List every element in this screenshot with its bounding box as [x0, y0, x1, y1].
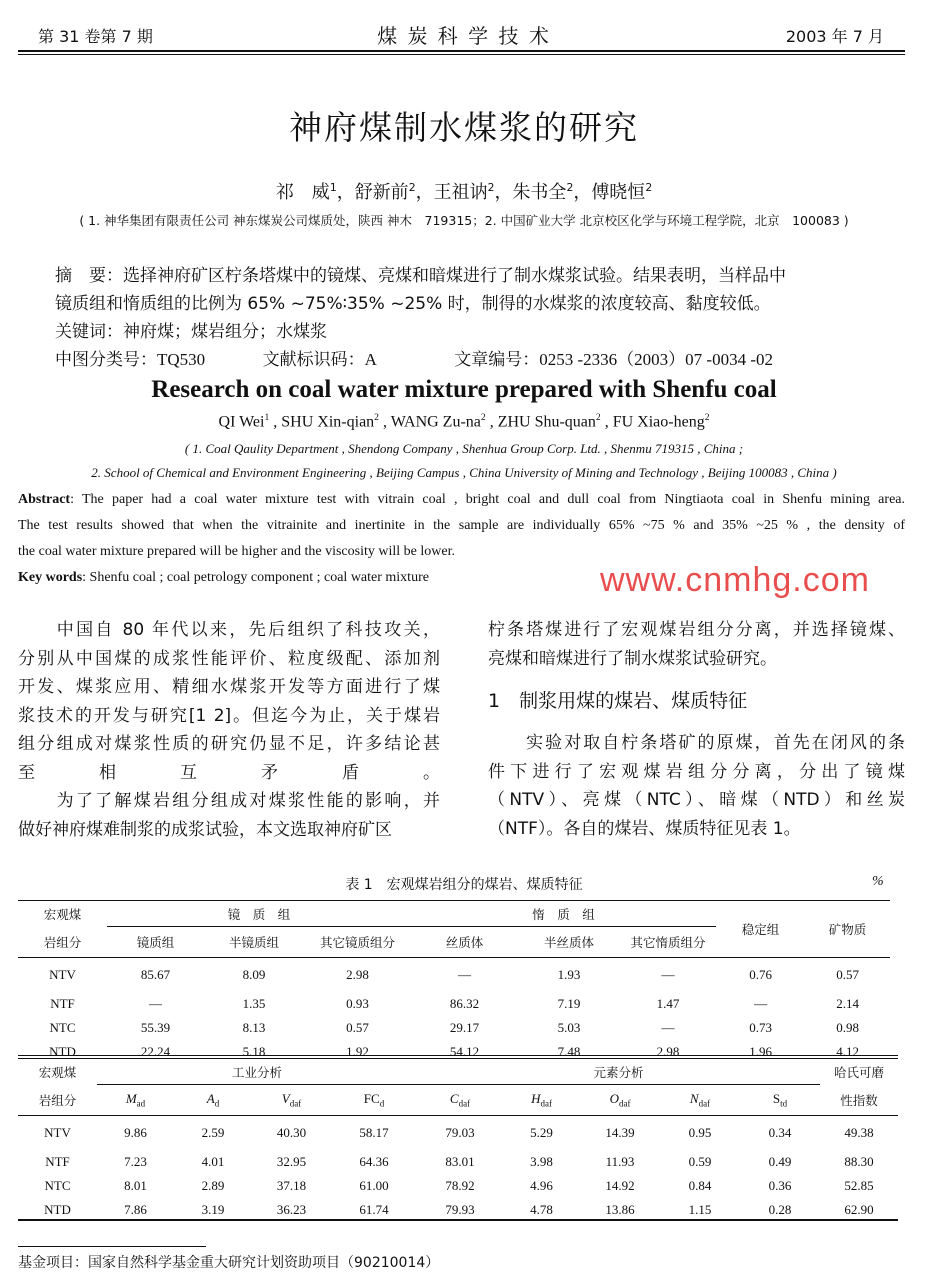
author-aff: 1: [329, 181, 337, 194]
table1-top-rule: [18, 900, 890, 901]
author-name: FU Xiao-heng: [612, 413, 705, 431]
section-heading: 1 制浆用煤的煤岩、煤质特征: [488, 690, 748, 712]
subscript: daf: [289, 1098, 302, 1109]
table-cell: 36.23: [276, 1201, 307, 1217]
author-aff: 2: [487, 181, 495, 194]
table-cell: 78.92: [445, 1177, 475, 1193]
table-cell: 37.18: [276, 1177, 307, 1193]
table1: [18, 902, 890, 1064]
author-aff: 2: [566, 181, 574, 194]
author-name: WANG Zu-na: [390, 413, 481, 431]
separator: ，: [415, 182, 434, 203]
separator: ,: [600, 413, 613, 431]
abstract-en-text: : The paper had a coal water mixture test with vitrain coal , bright coal and dull coal from Ningtiaota coal in Shenfu mining area.: [70, 492, 905, 507]
symbol: V: [281, 1090, 290, 1106]
paper-title-en: Research on coal water mixture prepared with Shenfu coal: [151, 376, 777, 403]
table-cell: 5.18: [242, 1043, 266, 1059]
doc-code-label: 文献标识码：: [262, 350, 365, 370]
table-cell: 7.23: [124, 1153, 147, 1169]
body-right-column-top: [488, 616, 905, 673]
author-name: SHU Xin-qian: [281, 413, 375, 431]
table-cell: 88.30: [844, 1153, 874, 1169]
table-cell: 7.86: [124, 1201, 147, 1217]
body-line: 件下进行了宏观煤岩组分分离，分出了镜煤: [488, 761, 905, 782]
col-header: [580, 1085, 660, 1116]
table-cell: 49.38: [844, 1124, 874, 1140]
table-cell: 0.95: [688, 1124, 712, 1140]
symbol: C: [449, 1090, 459, 1106]
table-cell: 13.86: [605, 1201, 635, 1217]
author-name: 王祖讷: [433, 182, 488, 203]
author-name: 舒新前: [354, 182, 409, 203]
body-line: （NTV）、亮煤（NTC）、暗煤（NTD）和丝炭: [488, 790, 905, 810]
table-cell: 54.12: [449, 1043, 480, 1059]
col-hgi: 哈氏可磨: [834, 1065, 885, 1081]
row-label: NTC: [49, 1019, 76, 1035]
body-line: 中国自 80 年代以来，先后组织了科技攻关，: [18, 620, 440, 640]
table-cell: 0.73: [749, 1019, 772, 1035]
table-cell: 2.14: [836, 995, 859, 1011]
table-cell: 4.78: [530, 1201, 553, 1217]
symbol: S: [772, 1090, 781, 1106]
col-header: 其它镜质组分: [320, 934, 396, 950]
table-cell: 7.48: [557, 1043, 581, 1059]
affiliation-en-2: 2. School of Chemical and Environment Engineering , Beijing Campus , China University of Mining and Technology , Beijing 100083 , China ): [91, 465, 837, 480]
group-vitrinite: 镜 质 组: [107, 902, 411, 927]
symbol: N: [689, 1090, 699, 1106]
header-rule: [18, 50, 905, 52]
symbol: H: [531, 1090, 541, 1106]
author-aff: 1: [264, 412, 270, 423]
col-header: [503, 1085, 580, 1116]
col-header: 半镜质组: [228, 934, 279, 950]
table-cell: 0.59: [688, 1153, 712, 1169]
table-row: [18, 1174, 898, 1198]
author-name: 傅晓恒: [591, 182, 646, 203]
col-header: [660, 1085, 740, 1116]
table-cell: 1.93: [557, 966, 581, 982]
group-proximate: 工业分析: [97, 1060, 417, 1085]
body-line: 亮煤和暗煤进行了制水煤浆试验研究。: [488, 648, 777, 669]
doc-code-value: A: [364, 350, 377, 369]
table-cell: 22.24: [140, 1043, 171, 1059]
abstract-text: 选择神府矿区柠条塔煤中的镜煤、亮煤和暗煤进行了制水煤浆试验。结果表明，当样品中: [123, 266, 786, 286]
col-header: 镜质组: [136, 934, 175, 950]
body-line: 组分组成对煤浆性质的研究仍显不足，许多结论甚: [18, 734, 440, 754]
table-cell: 0.49: [768, 1153, 792, 1169]
row-label: NTD: [49, 1043, 76, 1059]
symbol: FC: [363, 1090, 380, 1106]
table-cell: 4.12: [836, 1043, 859, 1059]
separator: ,: [378, 413, 391, 431]
table-cell: 9.86: [124, 1124, 147, 1140]
table-cell: 0.57: [346, 1019, 369, 1035]
table-cell: 83.01: [445, 1153, 475, 1169]
table-cell: 2.59: [201, 1124, 225, 1140]
table-cell: 0.98: [836, 1019, 859, 1035]
table-cell: 2.98: [346, 966, 369, 982]
table-cell: 85.67: [140, 966, 171, 982]
date-label: 2003 年 7 月: [785, 27, 884, 46]
article-no-label: 文章编号：: [454, 350, 540, 370]
author-name: ZHU Shu-quan: [497, 413, 596, 431]
footnote: 基金项目：国家自然科学基金重大研究计划资助项目（90210014）: [18, 1255, 440, 1271]
row-label: NTF: [50, 995, 75, 1011]
subscript: d: [379, 1098, 385, 1109]
table-cell: 1.35: [242, 995, 266, 1011]
table-cell: 1.47: [656, 995, 680, 1011]
table-row: [18, 1115, 898, 1150]
body-right-column-bottom: [488, 729, 905, 843]
col-header: [417, 1085, 503, 1116]
body-line: 为了了解煤岩组分组成对煤浆性能的影响，并: [18, 791, 440, 811]
row-header-label: 岩组分: [38, 1092, 77, 1108]
table-row: [18, 1150, 898, 1174]
keywords-en: : Shenfu coal ; coal petrology component ; coal water mixture: [82, 570, 429, 585]
table-cell: 32.95: [276, 1153, 307, 1169]
subscript: daf: [458, 1098, 471, 1109]
table-cell: 0.93: [346, 995, 369, 1011]
abstract-cn: [55, 262, 786, 374]
row-header-label: 宏观煤: [38, 1065, 77, 1081]
author-aff: 2: [595, 412, 601, 423]
affiliation-en-1: ( 1. Coal Qaulity Department , Shendong Company , Shenhua Group Corp. Ltd. , Shenmu 719315 , China ;: [184, 441, 744, 456]
row-label: NTV: [49, 966, 76, 982]
table-cell: 14.92: [605, 1177, 635, 1193]
table-cell: 0.34: [768, 1124, 792, 1140]
row-label: NTC: [44, 1177, 71, 1193]
table-cell: 8.09: [242, 966, 266, 982]
clc-label: 中图分类号：: [55, 350, 157, 370]
article-no-value: 0253 -2336（2003）07 -0034 -02: [539, 350, 773, 369]
abstract-en-label: Abstract: [18, 492, 71, 507]
table-cell: 11.93: [605, 1153, 635, 1169]
table-cell: —: [458, 966, 472, 982]
footnote-rule: [18, 1246, 206, 1247]
table-cell: 1.15: [688, 1201, 712, 1217]
col-header: [331, 1085, 417, 1116]
body-line: 浆技术的开发与研究[1 2]。但迄今为止，关于煤岩: [18, 705, 440, 726]
affiliation-cn: ( 1. 神华集团有限责任公司 神东煤炭公司煤质处，陕西 神木 719315；2. 中国矿业大学 北京校区化学与环境工程学院，北京 100083 ): [79, 213, 849, 228]
table-cell: 2.98: [656, 1043, 680, 1059]
issue-label: 第 31 卷第 7 期: [38, 27, 153, 46]
col-header: 丝质体: [445, 934, 484, 950]
table-cell: 4.01: [201, 1153, 225, 1169]
body-line: 柠条塔煤进行了宏观煤岩组分分离，并选择镜煤、: [488, 620, 905, 640]
abstract-text: 镜质组和惰质组的比例为 65% ~75%∶35% ~25% 时，制得的水煤浆的浓度较高、黏度较低。: [55, 294, 771, 314]
table-cell: 8.13: [242, 1019, 266, 1035]
authors-en: [0, 412, 928, 431]
table-cell: 0.57: [836, 966, 859, 982]
separator: ,: [269, 413, 282, 431]
table-row: [18, 1016, 890, 1040]
table-cell: 79.03: [445, 1124, 475, 1140]
col-header: [252, 1085, 331, 1116]
table-cell: 3.98: [530, 1153, 553, 1169]
subscript: td: [780, 1098, 788, 1109]
table-cell: —: [661, 966, 675, 982]
subscript: ad: [136, 1098, 146, 1109]
symbol: M: [125, 1090, 137, 1106]
row-label: NTF: [45, 1153, 70, 1169]
author-name: 朱书全: [512, 182, 567, 203]
separator: ，: [573, 182, 592, 203]
table-cell: 40.30: [276, 1124, 307, 1140]
table-cell: 3.19: [201, 1201, 225, 1217]
table-row: [18, 957, 890, 992]
table-cell: 55.39: [140, 1019, 171, 1035]
group-inertinite: 惰 质 组: [411, 902, 716, 927]
author-aff: 2: [374, 412, 379, 423]
table-cell: 14.39: [605, 1124, 635, 1140]
subscript: daf: [618, 1098, 631, 1109]
watermark: www.cnmhg.com: [600, 561, 870, 599]
table-cell: 29.17: [449, 1019, 480, 1035]
subscript: daf: [540, 1098, 552, 1109]
subscript: daf: [698, 1098, 711, 1109]
row-label: NTV: [44, 1124, 71, 1140]
table-row: [18, 1198, 898, 1222]
abstract-en-text: the coal water mixture prepared will be higher and the viscosity will be lower.: [18, 544, 455, 559]
separator: ，: [336, 182, 355, 203]
table-cell: 5.03: [557, 1019, 581, 1035]
keywords-en-label: Key words: [18, 570, 83, 585]
separator: ,: [485, 413, 498, 431]
clc-value: TQ530: [157, 350, 206, 369]
author-aff: 2: [645, 181, 653, 194]
author-aff: 2: [408, 181, 416, 194]
table-cell: 0.84: [688, 1177, 712, 1193]
col-stable: 稳定组: [741, 922, 780, 938]
table-cell: 0.36: [768, 1177, 792, 1193]
group-ultimate: 元素分析: [417, 1060, 820, 1085]
table-cell: 1.92: [346, 1043, 369, 1059]
table-cell: 8.01: [124, 1177, 147, 1193]
row-header-label: 宏观煤: [43, 907, 82, 923]
body-line: （NTF）。各自的煤岩、煤质特征见表 1。: [488, 818, 801, 839]
col-header: [174, 1085, 252, 1116]
table-cell: 64.36: [359, 1153, 389, 1169]
col-header: [97, 1085, 174, 1116]
keywords: 神府煤；煤岩组分；水煤浆: [123, 322, 327, 342]
col-header: 半丝质体: [544, 934, 595, 950]
table2: [18, 1060, 898, 1222]
author-aff: 2: [480, 412, 486, 423]
keywords-label: 关键词：: [55, 322, 123, 342]
table-cell: 7.19: [557, 995, 581, 1011]
abstract-label: 摘 要：: [55, 266, 123, 286]
table2-bottom-rule: [18, 1219, 898, 1221]
table-cell: 86.32: [449, 995, 480, 1011]
table-cell: 58.17: [359, 1124, 389, 1140]
body-line: 至相互矛盾。: [18, 762, 440, 783]
table-cell: —: [661, 1019, 675, 1035]
paper-title-cn: 神府煤制水煤浆的研究: [289, 108, 639, 147]
subscript: d: [214, 1098, 220, 1109]
body-line: 开发、煤浆应用、精细水煤浆开发等方面进行了煤: [18, 677, 440, 697]
table1-caption: 表 1 宏观煤岩组分的煤岩、煤质特征: [345, 877, 583, 893]
table-cell: 4.96: [530, 1177, 553, 1193]
author-name: QI Wei: [218, 413, 265, 431]
table-cell: 0.28: [768, 1201, 792, 1217]
col-header: 其它惰质组分: [630, 934, 706, 950]
table-cell: 0.76: [749, 966, 772, 982]
row-header-label: 岩组分: [43, 934, 82, 950]
table-cell: 2.89: [201, 1177, 225, 1193]
table-double-rule: [18, 1058, 898, 1059]
header-rule-thin: [18, 54, 905, 55]
table-cell: —: [149, 995, 162, 1011]
table-row: [18, 992, 890, 1016]
table1-unit: %: [872, 874, 884, 889]
body-left-column: [18, 616, 440, 844]
row-label: NTD: [44, 1201, 71, 1217]
symbol: O: [609, 1090, 619, 1106]
table-cell: —: [754, 995, 768, 1011]
table-cell: 52.85: [844, 1177, 874, 1193]
separator: ，: [494, 182, 513, 203]
abstract-en-text: The test results showed that when the vitrainite and inertinite in the sample are individually 65% ~75 % and 35% ~25 % , the density of: [18, 518, 905, 533]
col-mineral: 矿物质: [828, 922, 867, 938]
journal-name: 煤 炭 科 学 技 术: [377, 24, 551, 48]
body-line: 做好神府煤难制浆的成浆试验，本文选取神府矿区: [18, 819, 392, 840]
author-aff: 2: [704, 412, 710, 423]
table-cell: 79.93: [445, 1201, 475, 1217]
body-line: 实验对取自柠条塔矿的原煤，首先在闭风的条: [488, 733, 905, 753]
col-header: [740, 1085, 820, 1116]
table-cell: 5.29: [530, 1124, 553, 1140]
table-cell: 62.90: [844, 1201, 874, 1217]
author-name: 祁 威: [275, 182, 330, 203]
authors-cn: [0, 178, 928, 204]
table-cell: 61.00: [359, 1177, 389, 1193]
body-line: 分别从中国煤的成浆性能评价、粒度级配、添加剂: [18, 648, 440, 669]
symbol: A: [206, 1090, 215, 1106]
table-double-rule: [18, 1055, 898, 1056]
table-cell: 1.96: [749, 1043, 772, 1059]
col-hgi: 性指数: [840, 1092, 878, 1108]
table-cell: 61.74: [359, 1201, 389, 1217]
